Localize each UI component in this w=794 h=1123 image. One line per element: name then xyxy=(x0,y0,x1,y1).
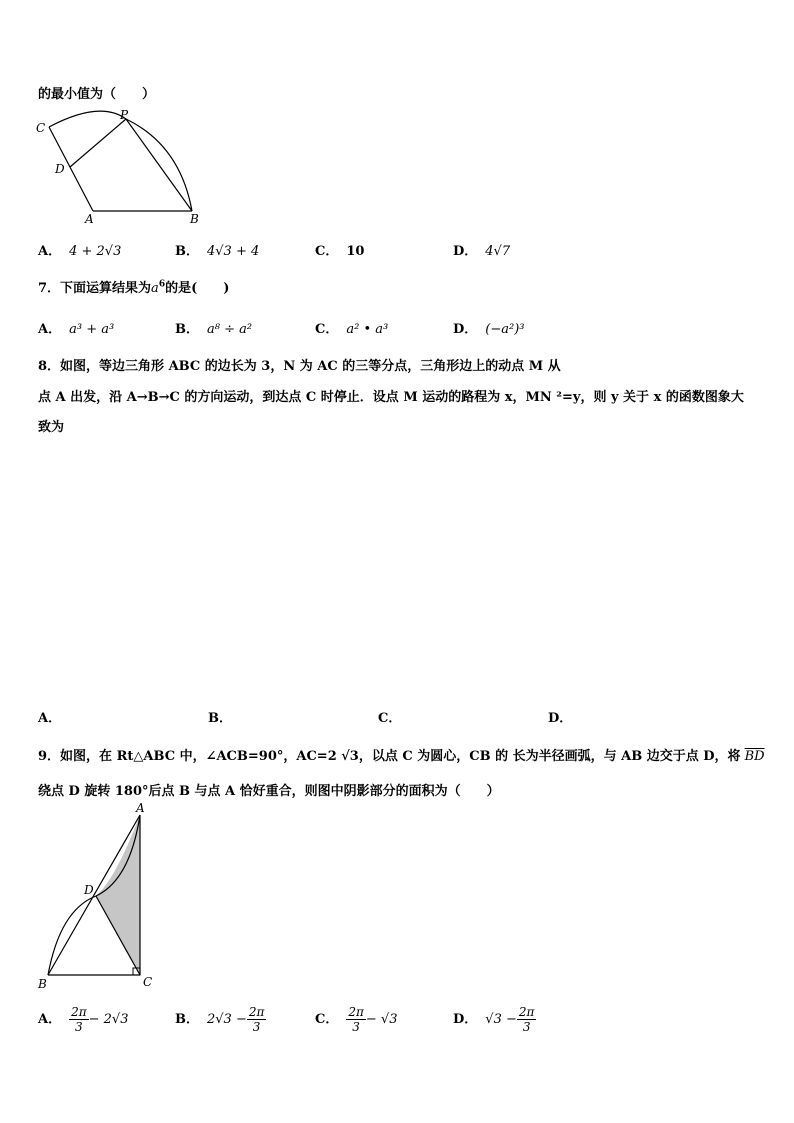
q7-option-d[interactable]: D． (−a²)³ xyxy=(453,322,525,337)
q8-option-b[interactable]: B． xyxy=(208,711,232,726)
q7-stem: 7．下面运算结果为$a^6$的是( ) xyxy=(38,279,230,296)
q6-label-d: D xyxy=(55,162,65,176)
q8-option-c[interactable]: C． xyxy=(378,711,402,726)
q9-stem-line1: 9．如图，在 Rt△ABC 中，∠ACB=90°，AC=2 √3，以点 C 为圆心，CB 的 长为半径画弧，与 AB 边交于点 D，将 $\overline{BD}$ xyxy=(38,749,765,764)
q8-stem-line3: 致为 xyxy=(38,420,65,435)
q6-option-c[interactable]: C． 10 xyxy=(315,244,365,259)
q7-option-a[interactable]: A． a³ + a³ xyxy=(38,322,115,337)
q6-option-a[interactable]: A． 4 + 2√3 xyxy=(38,244,122,259)
q9-label-d: D xyxy=(84,883,94,897)
q6-stem-tail: 的最小值为（ ） xyxy=(38,87,156,102)
q9-option-d[interactable]: D． √3 − $\frac{2\pi}{3}$ xyxy=(453,1005,535,1034)
q9-option-c[interactable]: C． $\frac{2\pi}{3}$ − √3 xyxy=(315,1005,398,1034)
q6-label-c: C xyxy=(36,121,46,135)
q7-option-c[interactable]: C． a² • a³ xyxy=(315,322,389,337)
q6-label-a: A xyxy=(85,212,94,226)
q9-arc-bd: $\overline{BD}$ xyxy=(744,749,765,764)
q8-stem-line1: 8．如图，等边三角形 ABC 的边长为 3，N 为 AC 的三等分点，三角形边上的动点 M 从 xyxy=(38,359,561,374)
q9-figure xyxy=(30,800,170,995)
q9-stem-line2: 绕点 D 旋转 180°后点 B 与点 A 恰好重合，则图中阴影部分的面积为（ ） xyxy=(38,784,500,799)
q9-label-a: A xyxy=(136,801,145,815)
q8-option-a[interactable]: A． xyxy=(38,711,62,726)
q6-option-d[interactable]: D． 4√7 xyxy=(453,244,511,259)
q8-option-d[interactable]: D． xyxy=(548,711,573,726)
q9-label-b: B xyxy=(38,977,47,991)
q7-option-b[interactable]: B． a⁸ ÷ a² xyxy=(175,322,253,337)
q6-label-p: P xyxy=(120,108,129,122)
q8-stem-line2: 点 A 出发，沿 A→B→C 的方向运动，到达点 C 时停止．设点 M 运动的路程为 x，MN ²=y，则 y 关于 x 的函数图象大 xyxy=(38,390,744,405)
q9-option-b[interactable]: B． 2√3 − $\frac{2\pi}{3}$ xyxy=(175,1005,265,1034)
q9-option-a[interactable]: A． $\frac{2\pi}{3}$ − 2√3 xyxy=(38,1005,129,1034)
q6-option-b[interactable]: B． 4√3 + 4 xyxy=(175,244,260,259)
q9-label-c: C xyxy=(143,975,153,989)
q6-figure xyxy=(30,105,215,230)
q6-label-b: B xyxy=(190,212,199,226)
